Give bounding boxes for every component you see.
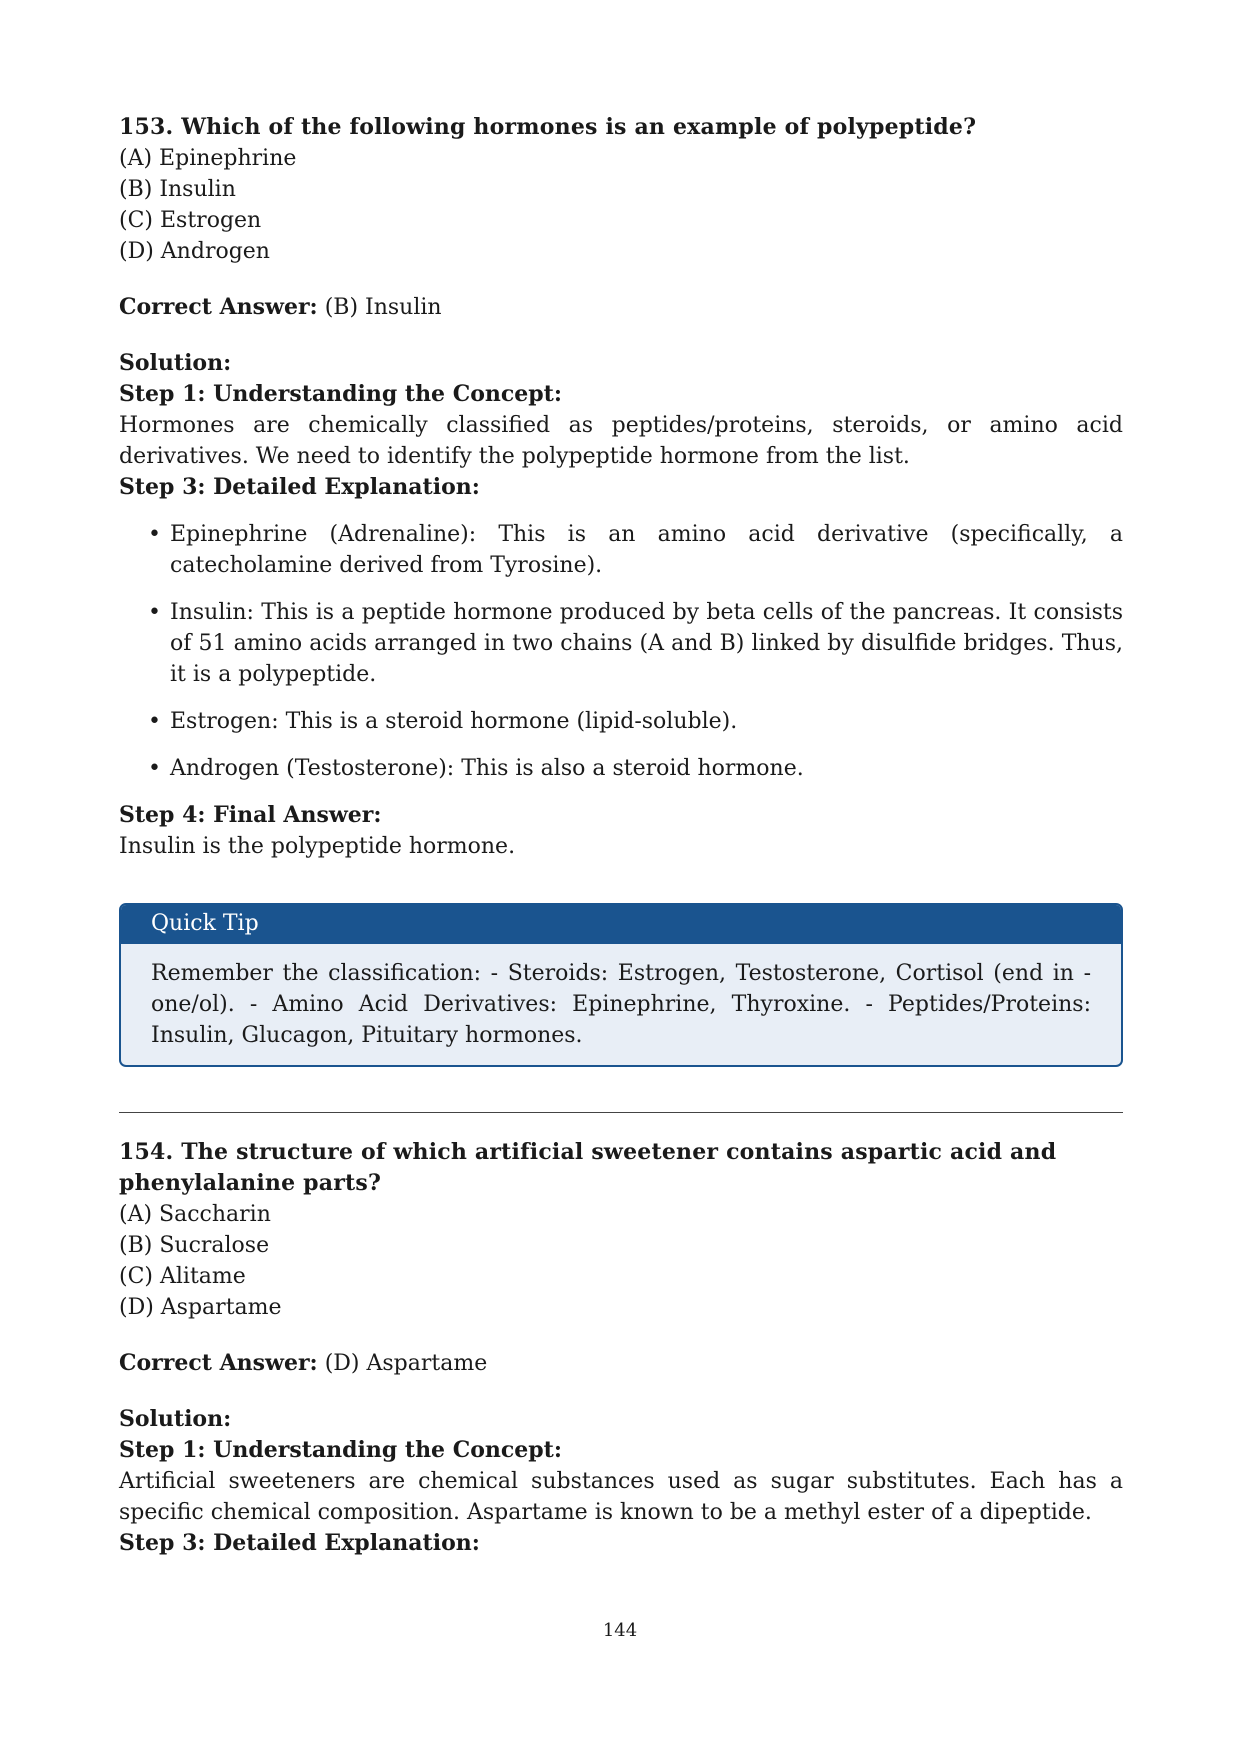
list-item: • Androgen (Testosterone): This is also a steroid hormone. [150,753,1123,784]
question-title: 153. Which of the following hormones is an example of polypeptide? [119,114,977,140]
quick-tip-title: Quick Tip [121,905,1121,944]
step3-label: Step 3: Detailed Explanation: [119,474,480,500]
step1-label: Step 1: Understanding the Concept: [119,381,562,407]
option-a: (A) Epinephrine [119,146,297,171]
solution [119,1404,1123,1559]
quick-tip-box [119,903,1123,1067]
question-title: 154. The structure of which artificial sweetener contains aspartic acid and phenylalanine parts? [119,1139,1057,1196]
solution-label: Solution: [119,1406,232,1432]
step1-label: Step 1: Understanding the Concept: [119,1437,562,1463]
list-item: • Epinephrine (Adrenaline): This is an amino acid derivative (specifically, a catecholamine derived from Tyrosine). [150,519,1123,581]
option-d: (D) Androgen [119,239,270,264]
question-153 [119,112,1123,1067]
option-d: (D) Aspartame [119,1295,282,1320]
correct-answer [119,292,1123,323]
question-divider [119,1112,1123,1113]
option-a: (A) Saccharin [119,1202,271,1227]
correct-answer-label: Correct Answer: [119,294,318,320]
option-c: (C) Estrogen [119,208,262,233]
quick-tip-text: Remember the classification: - Steroids: Estrogen, Testosterone, Cortisol (end in -one/ol). - Amino Acid Derivatives: Epinephrine, Thyroxine. - Peptides/Proteins: Insulin, Glucagon, Pituitary hormones. [151,961,1091,1048]
page-number: 144 [602,1620,638,1641]
correct-answer-label: Correct Answer: [119,1350,318,1376]
page-content [119,112,1123,1559]
solution-label: Solution: [119,350,232,376]
step3-label: Step 3: Detailed Explanation: [119,1530,480,1556]
correct-answer-value: (B) Insulin [324,295,442,320]
solution [119,348,1123,862]
step1-text: Hormones are chemically classified as peptides/proteins, steroids, or amino acid derivatives. We need to identify the polypeptide hormone from the list. [119,413,1123,469]
list-item: • Estrogen: This is a steroid hormone (lipid-soluble). [150,706,1123,737]
correct-answer [119,1348,1123,1379]
option-c: (C) Alitame [119,1264,246,1289]
list-item: • Insulin: This is a peptide hormone produced by beta cells of the pancreas. It consists of 51 amino acids arranged in two chains (A and B) linked by disulfide bridges. Thus, it is a polypeptide. [150,597,1123,690]
step1-text: Artificial sweeteners are chemical substances used as sugar substitutes. Each has a specific chemical composition. Aspartame is known to be a methyl ester of a dipeptide. [119,1469,1123,1525]
correct-answer-value: (D) Aspartame [324,1351,488,1376]
step4-text: Insulin is the polypeptide hormone. [119,834,516,859]
step4-label: Step 4: Final Answer: [119,802,382,828]
option-b: (B) Sucralose [119,1233,270,1258]
explanation-list [119,519,1123,784]
option-b: (B) Insulin [119,177,236,202]
question-154 [119,1137,1123,1559]
